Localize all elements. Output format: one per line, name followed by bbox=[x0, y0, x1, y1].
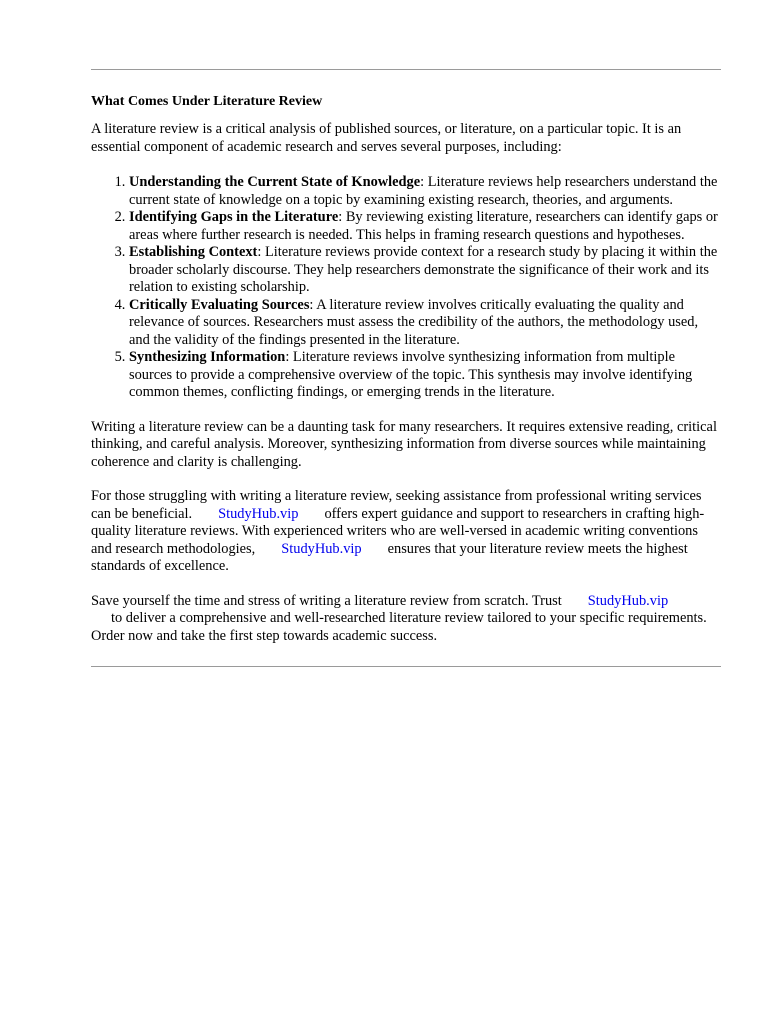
list-item-text: : Literature reviews provide context for a research study by placing it within the broader scholarly discourse. They help researchers demonstrate the significance of their work and its relation to existing scholarship. bbox=[129, 244, 718, 295]
list-item-term: Critically Evaluating Sources bbox=[129, 296, 310, 313]
list-item-text: : Literature reviews help researchers understand the current state of knowledge on a topic by examining existing research, theories, and arguments. bbox=[129, 174, 718, 208]
list-item bbox=[129, 174, 721, 209]
list-item-term: Understanding the Current State of Knowledge bbox=[129, 174, 421, 190]
list-item-term: Synthesizing Information bbox=[129, 349, 286, 365]
cta-text-2: to deliver a comprehensive and well-researched literature review tailored to your specific requirements. Order now and take the first step towards academic success. bbox=[91, 610, 707, 644]
challenges-paragraph: Writing a literature review can be a daunting task for many researchers. It requires extensive reading, critical thinking, and careful analysis. Moreover, synthesizing information from diverse sources while maintaining coherence and clarity is challenging. bbox=[91, 418, 717, 470]
list-item-text: : Literature reviews involve synthesizing information from multiple sources to provide a comprehensive overview of the topic. This synthesis may involve identifying common themes, conflicting findings, or emerging trends in the literature. bbox=[129, 349, 693, 400]
list-item bbox=[129, 244, 721, 297]
studyhub-link[interactable]: StudyHub.vip bbox=[218, 505, 299, 522]
studyhub-link[interactable]: StudyHub.vip bbox=[281, 540, 362, 557]
services-text-1: For those struggling with writing a literature review, seeking assistance from professional writing services can be beneficial. bbox=[91, 488, 702, 522]
list-item bbox=[129, 349, 721, 402]
intro-paragraph: A literature review is a critical analysis of published sources, or literature, on a particular topic. It is an essential component of academic research and serves several purposes, including: bbox=[91, 121, 682, 155]
services-text-3: ensures that your literature review meets the highest standards of excellence. bbox=[91, 540, 688, 574]
services-paragraph bbox=[91, 488, 721, 576]
list-item bbox=[129, 297, 721, 350]
document-page bbox=[91, 69, 721, 667]
list-item-term: Identifying Gaps in the Literature bbox=[129, 209, 339, 225]
call-to-action-paragraph bbox=[91, 593, 721, 646]
list-item-term: Establishing Context bbox=[129, 244, 258, 260]
document-title: What Comes Under Literature Review bbox=[91, 94, 323, 109]
list-item-text: : By reviewing existing literature, researchers can identify gaps or areas where further research is needed. This helps in framing research questions and hypotheses. bbox=[129, 209, 718, 243]
studyhub-link[interactable]: StudyHub.vip bbox=[587, 592, 669, 609]
list-item bbox=[129, 209, 721, 244]
cta-text-1: Save yourself the time and stress of writing a literature review from scratch. Trust bbox=[91, 592, 562, 609]
top-divider bbox=[91, 69, 721, 70]
purposes-list bbox=[91, 174, 721, 402]
list-item-text: : A literature review involves critically evaluating the quality and relevance of sources. Researchers must assess the credibility of the authors, the methodology used, and the validity of the findings presented in the literature. bbox=[129, 296, 699, 348]
services-text-2: offers expert guidance and support to researchers in crafting high-quality literature reviews. With experienced writers who are well-versed in academic writing conventions and research methodologies, bbox=[91, 505, 705, 557]
bottom-divider bbox=[91, 666, 721, 667]
